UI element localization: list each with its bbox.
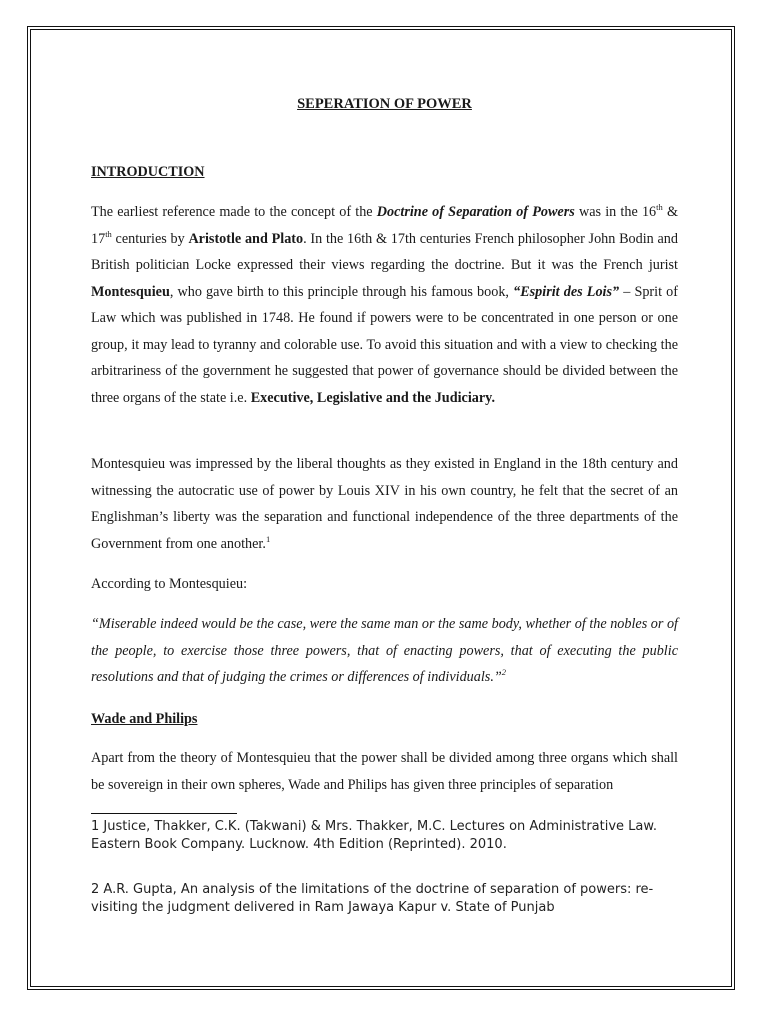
paragraph-text: Montesquieu was impressed by the liberal thoughts as they existed in England in the 18th century and witnessing the autocratic use of power by Louis XIV in his own country, he felt that the secret of an Englishman’s liberty was the separation and functional independence of the three departments of the Government from one another. bbox=[91, 456, 678, 552]
aristotle-plato: Aristotle and Plato bbox=[188, 230, 304, 247]
intro-text: . In the 16th & 17th centuries French philosopher John Bodin and British politician Locke expressed their views regarding the doctrine. But it was the French jurist bbox=[91, 230, 678, 273]
footnote-1: 1 Justice, Thakker, C.K. (Takwani) & Mrs. Thakker, M.C. Lectures on Administrative Law. Eastern Book Company. Lucknow. 4th Edition (Reprinted). 2010. bbox=[91, 819, 657, 852]
montesquieu-paragraph bbox=[91, 451, 678, 557]
montesquieu-quote bbox=[91, 611, 678, 691]
doctrine-term: Doctrine of Separation of Powers bbox=[376, 204, 575, 220]
intro-text: centuries by bbox=[111, 230, 189, 247]
intro-text: – Sprit of Law which was published in 1748. He found if powers were to be concentrated in one person or one group, it may lead to tyranny and colorable use. To avoid this situation and with a view to checking the arbitrariness of the government he suggested that power of governance should be divided between the three organs of the state i.e. bbox=[91, 283, 678, 406]
wade-paragraph: Apart from the theory of Montesquieu that the power shall be divided among three organs which shall be sovereign in their own spheres, Wade and Philips has given three principles of separation bbox=[91, 750, 678, 793]
intro-text: The earliest reference made to the concept of the bbox=[91, 204, 377, 220]
book-title: “Espirit des Lois” bbox=[513, 283, 620, 300]
three-organs: Executive, Legislative and the Judiciary. bbox=[250, 389, 496, 406]
superscript: th bbox=[656, 202, 663, 212]
document-title: SEPERATION OF POWER bbox=[297, 96, 472, 112]
intro-text: , who gave birth to this principle through his famous book, bbox=[169, 283, 514, 300]
footnote-ref-2: 2 bbox=[501, 667, 507, 677]
wade-philips-heading: Wade and Philips bbox=[91, 711, 198, 727]
quote-text: “Miserable indeed would be the case, were the same man or the same body, whether of the nobles or of the people, to exercise those three powers, that of enacting powers, that of executing the public resolutions and that of judging the crimes or differences of individuals.” bbox=[91, 616, 678, 685]
footnote-2: 2 A.R. Gupta, An analysis of the limitations of the doctrine of separation of powers: re-visiting the judgment delivered in Ram Jawaya Kapur v. State of Punjab bbox=[91, 882, 654, 915]
montesquieu-name: Montesquieu bbox=[91, 283, 170, 300]
according-line: According to Montesquieu: bbox=[91, 576, 248, 592]
intro-text: was in the 16 bbox=[574, 204, 657, 220]
intro-paragraph bbox=[91, 199, 678, 411]
footnote-ref-1: 1 bbox=[265, 533, 271, 544]
superscript: th bbox=[105, 228, 112, 239]
intro-text: & 17 bbox=[91, 204, 678, 247]
introduction-heading: INTRODUCTION bbox=[91, 164, 205, 180]
footnote-separator bbox=[91, 813, 237, 814]
